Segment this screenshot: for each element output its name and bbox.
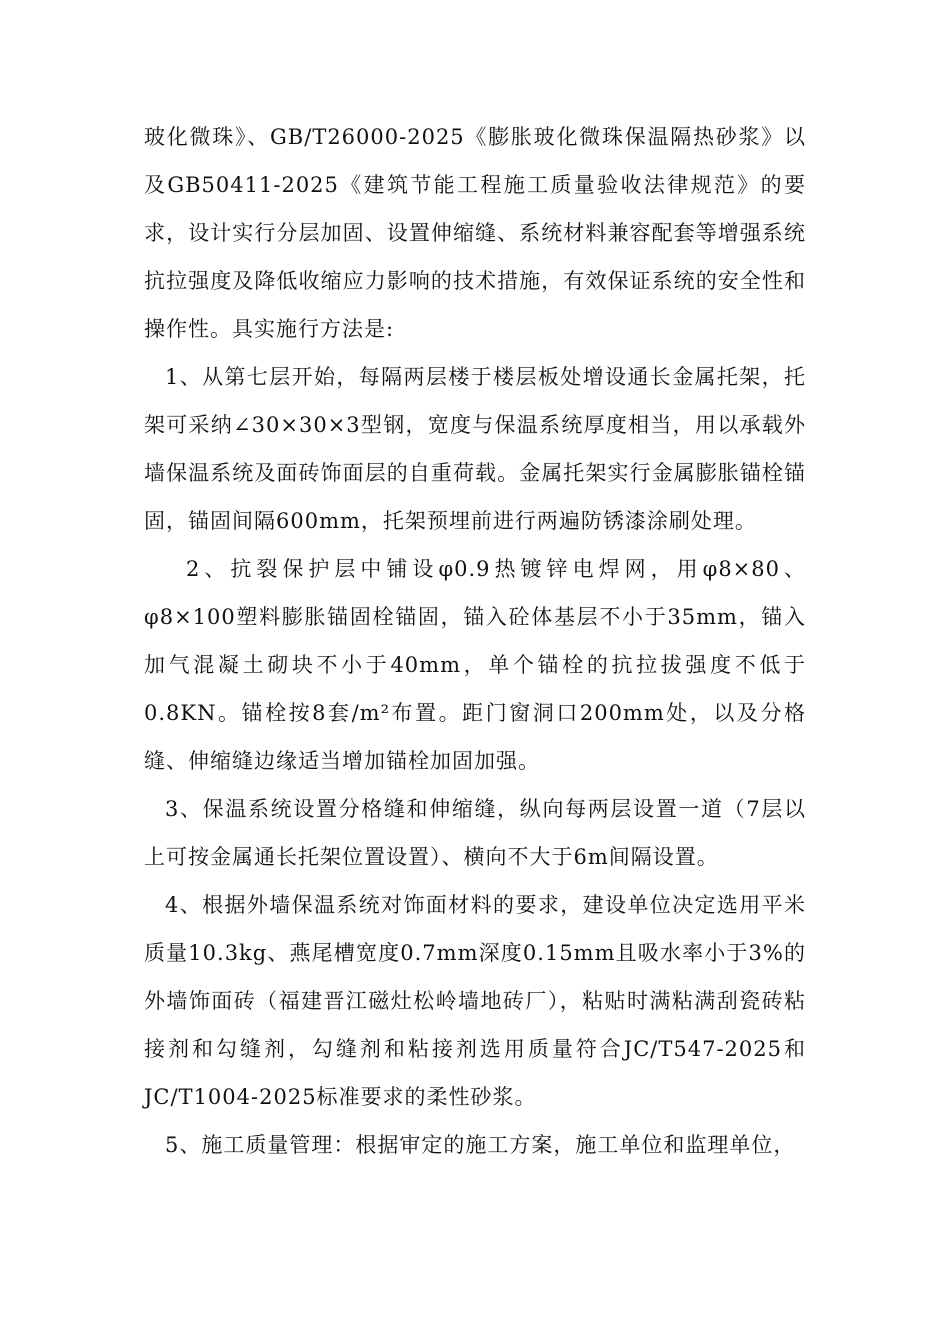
paragraph-item-2: 2、抗裂保护层中铺设φ0.9热镀锌电焊网，用φ8×80、φ8×100塑料膨胀锚固栓锚固，锚入砼体基层不小于35mm，锚入加气混凝土砌块不小于40mm，单个锚栓的抗拉拔强度不低于0.8KN。锚栓按8套/m²布置。距门窗洞口200mm处，以及分格缝、伸缩缝边缘适当增加锚栓加固加强。	[144, 557, 806, 773]
paragraph-item-5: 5、施工质量管理：根据审定的施工方案，施工单位和监理单位，	[165, 1133, 796, 1157]
document-body	[144, 113, 806, 1169]
paragraph-item-3: 3、保温系统设置分格缝和伸缩缝，纵向每两层设置一道（7层以上可按金属通长托架位置设置）、横向不大于6m间隔设置。	[144, 797, 806, 869]
paragraph-item-4: 4、根据外墙保温系统对饰面材料的要求，建设单位决定选用平米质量10.3kg、燕尾槽宽度0.7mm深度0.15mm且吸水率小于3%的外墙饰面砖（福建晋江磁灶松岭墙地砖厂），粘贴时满粘满刮瓷砖粘接剂和勾缝剂，勾缝剂和粘接剂选用质量符合JC/T547-2025和JC/T1004-2025标准要求的柔性砂浆。	[144, 893, 806, 1109]
paragraph-intro: 玻化微珠》、GB/T26000-2025《膨胀玻化微珠保温隔热砂浆》以及GB50411-2025《建筑节能工程施工质量验收法律规范》的要求，设计实行分层加固、设置伸缩缝、系统材料兼容配套等增强系统抗拉强度及降低收缩应力影响的技术措施，有效保证系统的安全性和操作性。具实施行方法是:	[144, 125, 806, 341]
paragraph-item-1: 1、从第七层开始，每隔两层楼于楼层板处增设通长金属托架，托架可采纳∠30×30×3型钢，宽度与保温系统厚度相当，用以承载外墙保温系统及面砖饰面层的自重荷载。金属托架实行金属膨胀锚栓锚固，锚固间隔600mm，托架预埋前进行两遍防锈漆涂刷处理。	[144, 365, 806, 533]
